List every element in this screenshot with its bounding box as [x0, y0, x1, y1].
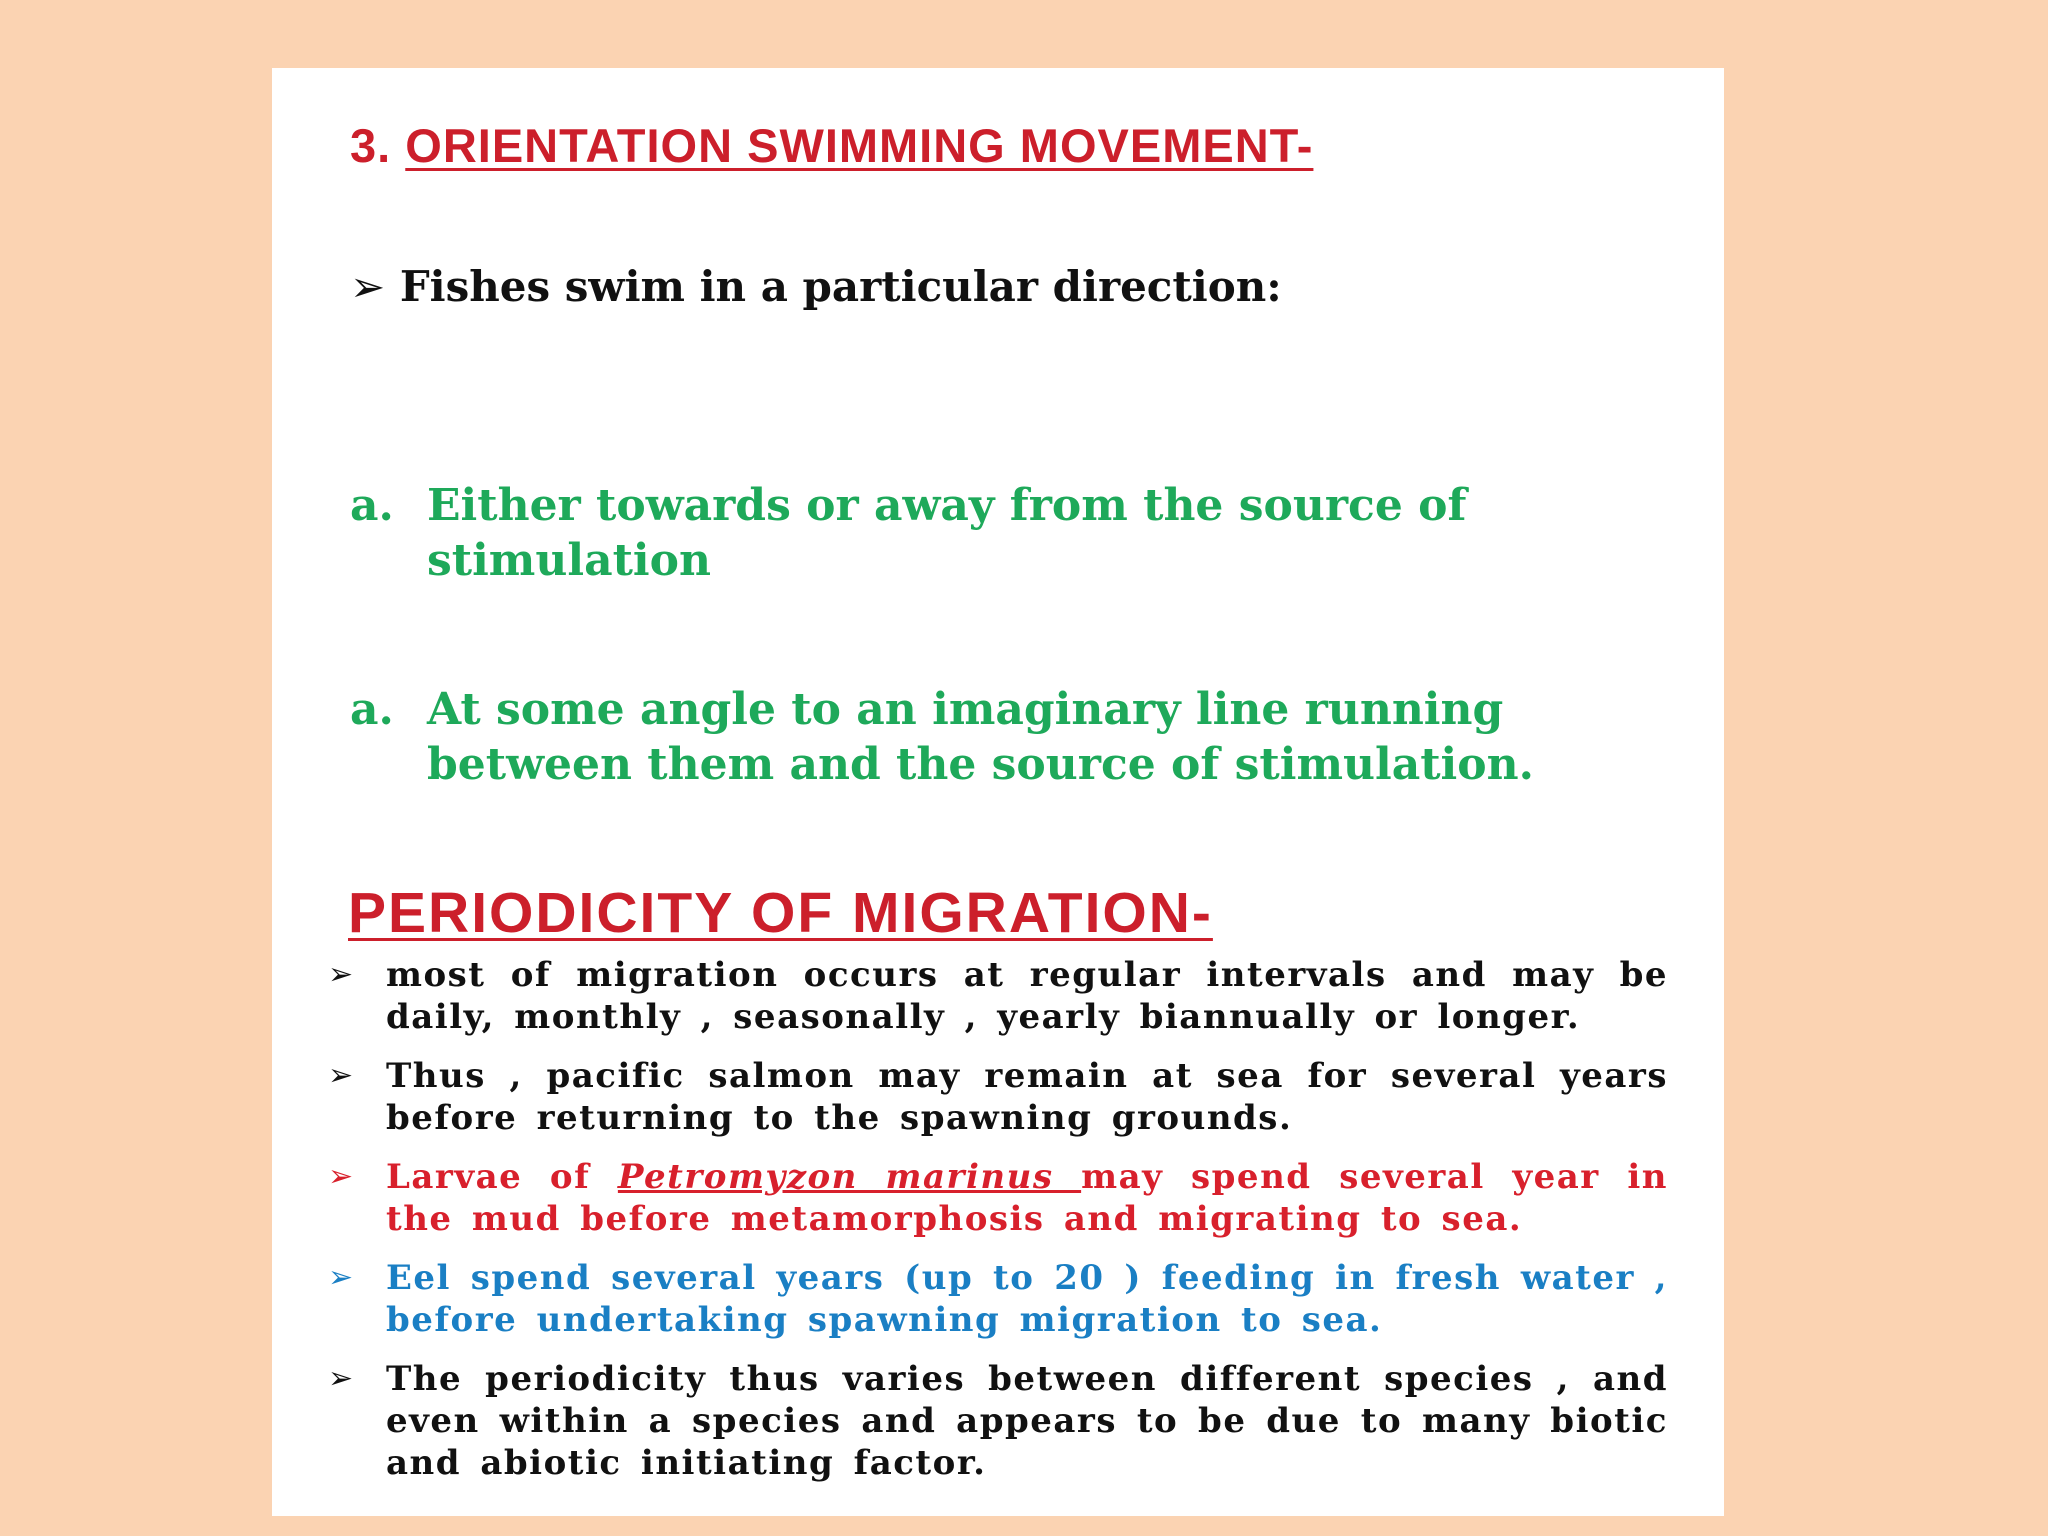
bullet-text: The periodicity thus varies between different species , and even within a species and appears to be due to many biotic and abiotic initiating factor.	[386, 1359, 1668, 1483]
bullet-text: Eel spend several years (up to 20 ) feeding in fresh water , before undertaking spawning migration to sea.	[386, 1258, 1668, 1340]
bullet-text: Thus , pacific salmon may remain at sea for several years before returning to the spawning grounds.	[386, 1056, 1668, 1138]
bullet-item	[328, 1257, 1668, 1341]
bullet-text: most of migration occurs at regular intervals and may be daily, monthly , seasonally , yearly biannually or longer.	[386, 955, 1668, 1037]
arrow-bullet-icon: ➢	[328, 1361, 355, 1396]
section-heading-orientation	[350, 118, 1313, 173]
intro-text: Fishes swim in a particular direction:	[399, 262, 1282, 311]
list-marker: a.	[350, 684, 394, 735]
list-marker: a.	[350, 480, 394, 531]
bullet-text-post: may spend several year in the mud before metamorphosis and migrating to sea.	[386, 1157, 1668, 1239]
arrow-bullet-icon: ➢	[328, 1260, 355, 1295]
bullet-item	[328, 954, 1668, 1038]
section-heading-periodicity: PERIODICITY OF MIGRATION-	[348, 881, 1213, 945]
list-item-direction-b	[350, 682, 1607, 792]
arrow-bullet-icon: ➢	[328, 1058, 355, 1093]
arrow-bullet-icon: ➢	[350, 262, 386, 311]
intro-line	[350, 262, 1282, 311]
arrow-bullet-icon: ➢	[328, 1159, 355, 1194]
slide-page	[272, 68, 1724, 1516]
periodicity-bullet-list	[328, 954, 1668, 1501]
bullet-item	[328, 1358, 1668, 1484]
list-item-text: Either towards or away from the source of stimulation	[427, 480, 1467, 586]
list-item-direction-a	[350, 478, 1607, 588]
bullet-item	[328, 1055, 1668, 1139]
section-title: ORIENTATION SWIMMING MOVEMENT-	[405, 119, 1314, 172]
species-name: Petromyzon marinus	[617, 1157, 1082, 1197]
section-number: 3.	[350, 119, 392, 172]
bullet-text-pre: Larvae of	[386, 1157, 618, 1197]
bullet-item	[328, 1156, 1668, 1240]
arrow-bullet-icon: ➢	[328, 957, 355, 992]
list-item-text: At some angle to an imaginary line running between them and the source of stimulation.	[427, 684, 1534, 790]
